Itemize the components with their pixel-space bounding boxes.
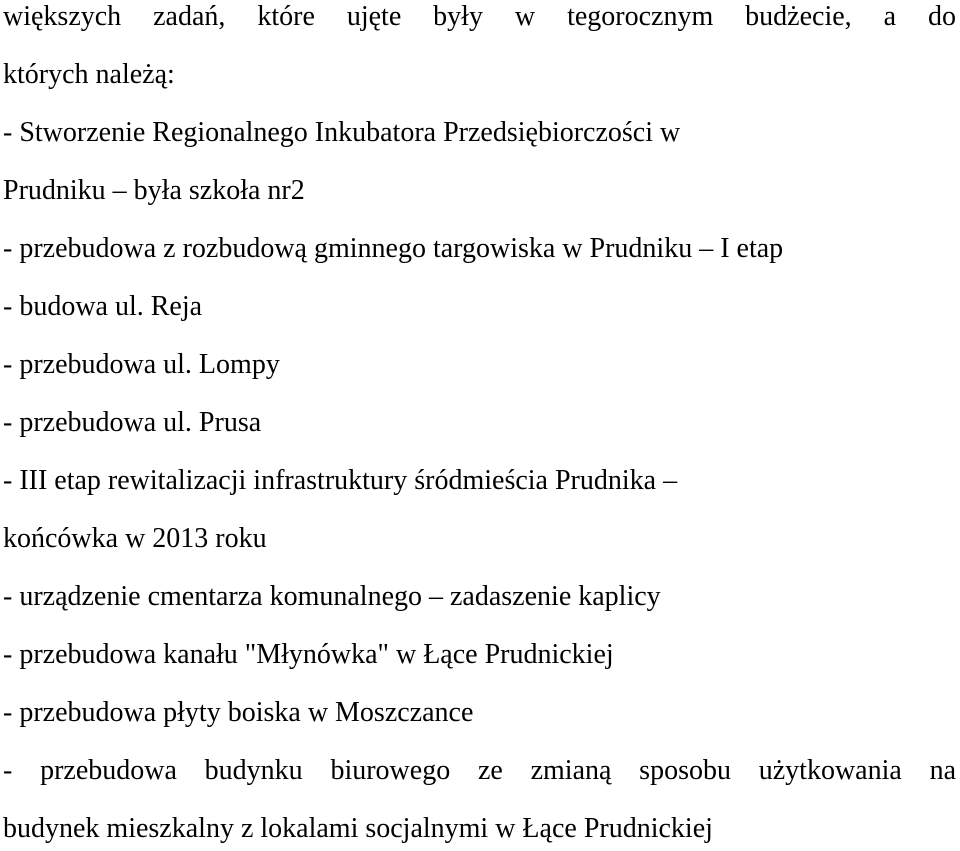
list-item-budynek: - przebudowa budynku biurowego ze zmianą sposobu użytkowania na	[3, 755, 956, 786]
list-item-inkubator: - Stworzenie Regionalnego Inkubatora Przedsiębiorczości w	[3, 117, 681, 148]
list-item-rewitalizacja-cont: końcówka w 2013 roku	[3, 523, 267, 554]
text-line-2: których należą:	[3, 59, 175, 90]
list-item-cmentarz: - urządzenie cmentarza komunalnego – zadaszenie kaplicy	[3, 581, 661, 612]
list-item-rewitalizacja: - III etap rewitalizacji infrastruktury śródmieścia Prudnika –	[3, 465, 678, 496]
list-item-boisko: - przebudowa płyty boiska w Moszczance	[3, 697, 474, 728]
list-item-inkubator-cont: Prudniku – była szkoła nr2	[3, 175, 305, 206]
list-item-reja: - budowa ul. Reja	[3, 291, 203, 322]
list-item-targowisko: - przebudowa z rozbudową gminnego targowiska w Prudniku – I etap	[3, 233, 784, 264]
list-item-prusa: - przebudowa ul. Prusa	[3, 407, 262, 438]
text-line-1: większych zadań, które ujęte były w tegorocznym budżecie, a do	[3, 1, 956, 32]
list-item-lompy: - przebudowa ul. Lompy	[3, 349, 280, 380]
list-item-budynek-cont: budynek mieszkalny z lokalami socjalnymi w Łące Prudnickiej	[3, 813, 713, 844]
list-item-mlynowka: - przebudowa kanału "Młynówka" w Łące Prudnickiej	[3, 639, 614, 670]
